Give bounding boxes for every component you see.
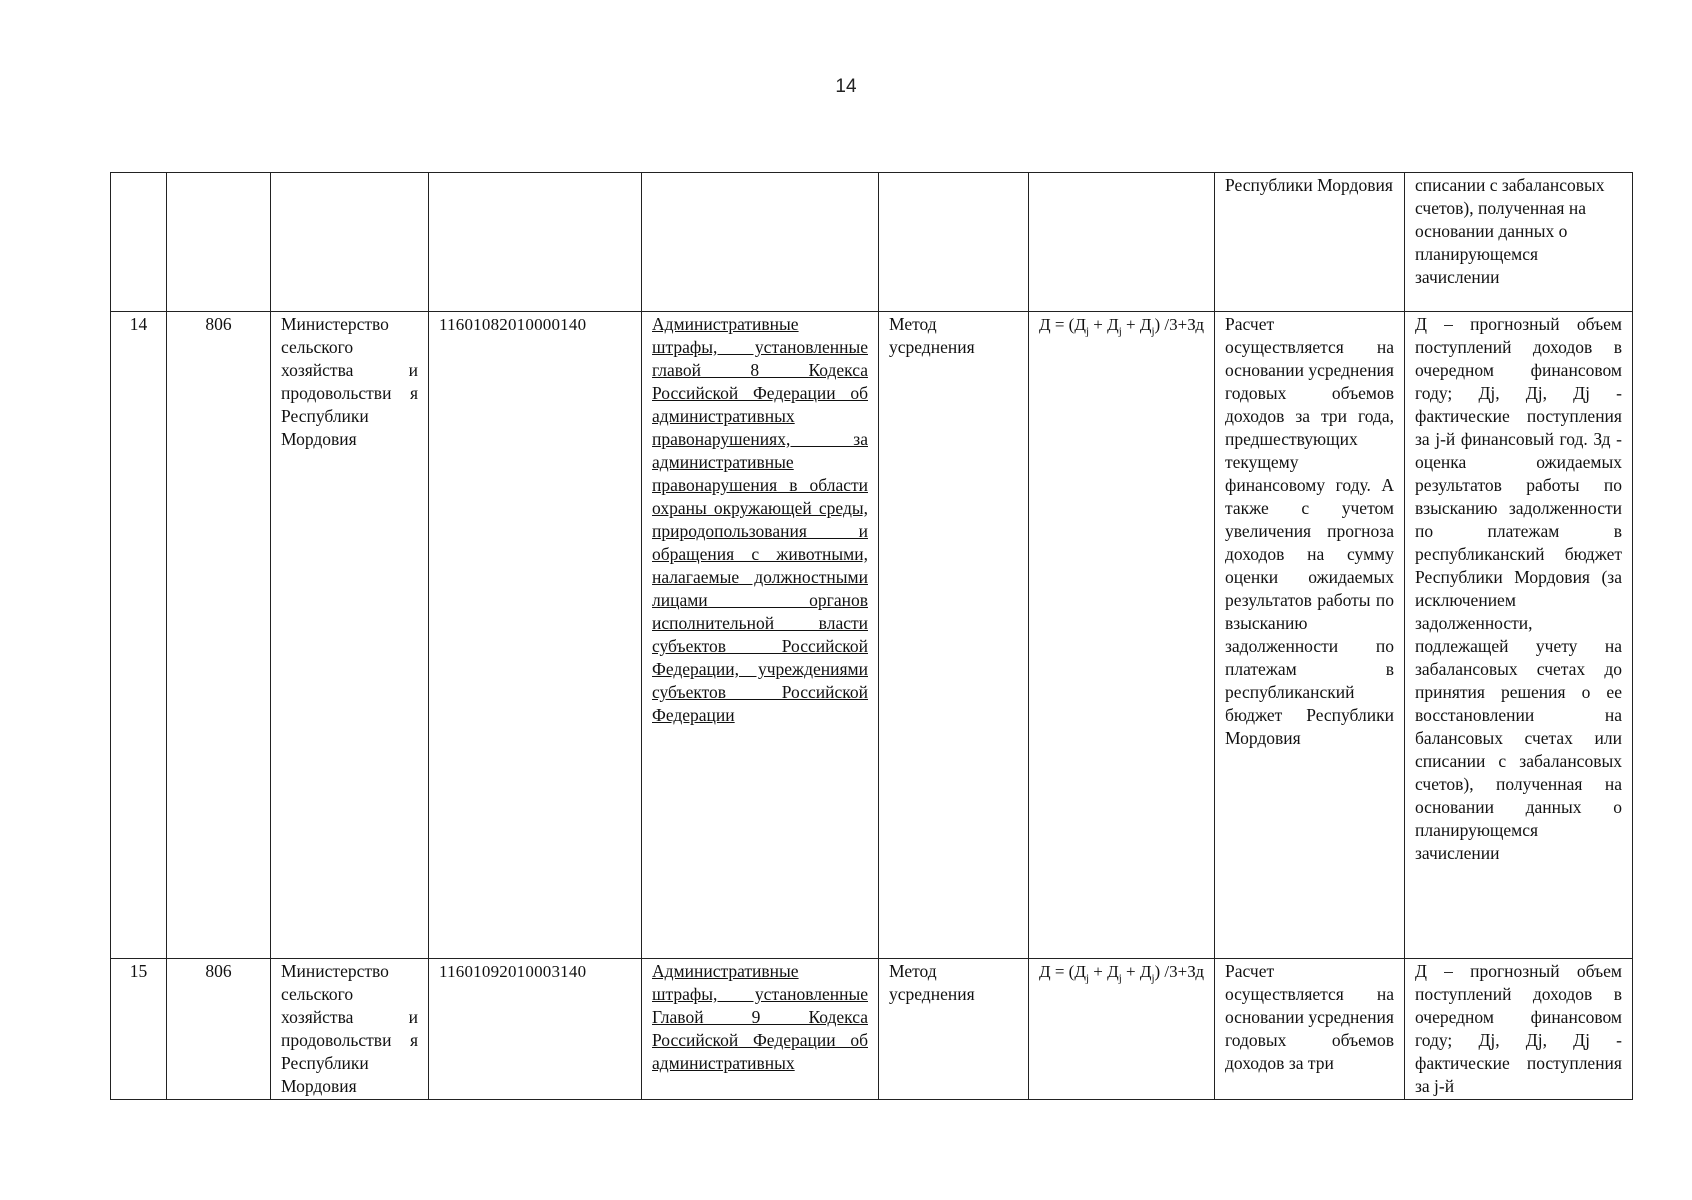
formula-sub-3: j bbox=[1151, 325, 1155, 338]
cell-num: 14 bbox=[111, 312, 167, 959]
cell-income-name bbox=[642, 312, 879, 959]
formula-sub-2: j bbox=[1118, 972, 1122, 985]
income-name-link[interactable]: Административные штрафы, установленные главой 8 Кодекса Российской Федерации об административных правонарушениях, за административные правонарушения в области охраны окружающей среды, природопользования и обращения с животными, налагаемые должностными лицами органов исполнительной власти субъектов Российской Федерации, учреждениями субъектов Российской Федерации bbox=[652, 314, 868, 725]
cell-income-name bbox=[642, 173, 879, 312]
cell-indicators: списании с забалансовых счетов), полученная на основании данных о планирующемся зачислении bbox=[1404, 173, 1632, 312]
formula-plus-2: + Д bbox=[1121, 315, 1152, 334]
cell-admin-code: 806 bbox=[167, 312, 271, 959]
cell-kbk: 11601092010003140 bbox=[429, 959, 642, 1100]
table-row-14 bbox=[111, 312, 1633, 959]
cell-method: Метод усреднения bbox=[879, 959, 1029, 1100]
cell-num bbox=[111, 173, 167, 312]
cell-method: Метод усреднения bbox=[879, 312, 1029, 959]
formula-sub-1: j bbox=[1085, 325, 1090, 338]
cell-indicators: Д – прогнозный объем поступлений доходов в очередном финансовом году; Дj, Дj, Дj - фактические поступления за j-й финансовый год. Зд - оценка ожидаемых результатов работы по взысканию задолженности по платежам в республиканский бюджет Республики Мордовия (за исключением задолженности, подлежащей учету на забалансовых счетах до принятия решения о ее восстановлении на балансовых счетах или списании с забалансовых счетов), полученная на основании данных о планирующемся зачислении bbox=[1404, 312, 1632, 959]
cell-method bbox=[879, 173, 1029, 312]
cell-formula bbox=[1029, 312, 1215, 959]
cell-admin-name: Министерство сельского хозяйства и продовольстви я Республики Мордовия bbox=[271, 959, 429, 1100]
cell-indicators: Д – прогнозный объем поступлений доходов в очередном финансовом году; Дj, Дj, Дj - фактические поступления за j-й bbox=[1404, 959, 1632, 1100]
cell-admin-name bbox=[271, 173, 429, 312]
cell-kbk: 11601082010000140 bbox=[429, 312, 642, 959]
cell-algorithm: Расчет осуществляется на основании усреднения годовых объемов доходов за три года, предшествующих текущему финансовому году. А также с учетом увеличения прогноза доходов на сумму оценки ожидаемых результатов работы по взысканию задолженности по платежам в республиканский бюджет Республики Мордовия bbox=[1214, 312, 1404, 959]
formula-sub-2: j bbox=[1118, 325, 1122, 338]
cell-admin-name: Министерство сельского хозяйства и продовольстви я Республики Мордовия bbox=[271, 312, 429, 959]
page-number: 14 bbox=[835, 76, 857, 97]
formula-rhs: ) /3+Зд bbox=[1154, 962, 1204, 981]
formula-sub-3: j bbox=[1151, 972, 1155, 985]
cell-kbk bbox=[429, 173, 642, 312]
cell-algorithm: Республики Мордовия bbox=[1214, 173, 1404, 312]
cell-num: 15 bbox=[111, 959, 167, 1100]
cell-income-name bbox=[642, 959, 879, 1100]
cell-admin-code: 806 bbox=[167, 959, 271, 1100]
cell-formula bbox=[1029, 959, 1215, 1100]
income-forecast-table bbox=[110, 172, 1633, 1100]
formula-sub-1: j bbox=[1085, 972, 1090, 985]
formula-plus-1: + Д bbox=[1089, 315, 1119, 334]
cell-algorithm: Расчет осуществляется на основании усреднения годовых объемов доходов за три bbox=[1214, 959, 1404, 1100]
formula-lhs: Д = (Д bbox=[1039, 315, 1086, 334]
income-name-link[interactable]: Административные штрафы, установленные Главой 9 Кодекса Российской Федерации об административных bbox=[652, 961, 868, 1073]
table-row-15 bbox=[111, 959, 1633, 1100]
cell-formula bbox=[1029, 173, 1215, 312]
formula-plus-2: + Д bbox=[1121, 962, 1152, 981]
formula-plus-1: + Д bbox=[1089, 962, 1119, 981]
table-row-continuation bbox=[111, 173, 1633, 312]
formula-rhs: ) /3+Зд bbox=[1154, 315, 1204, 334]
cell-admin-code bbox=[167, 173, 271, 312]
formula-lhs: Д = (Д bbox=[1039, 962, 1086, 981]
